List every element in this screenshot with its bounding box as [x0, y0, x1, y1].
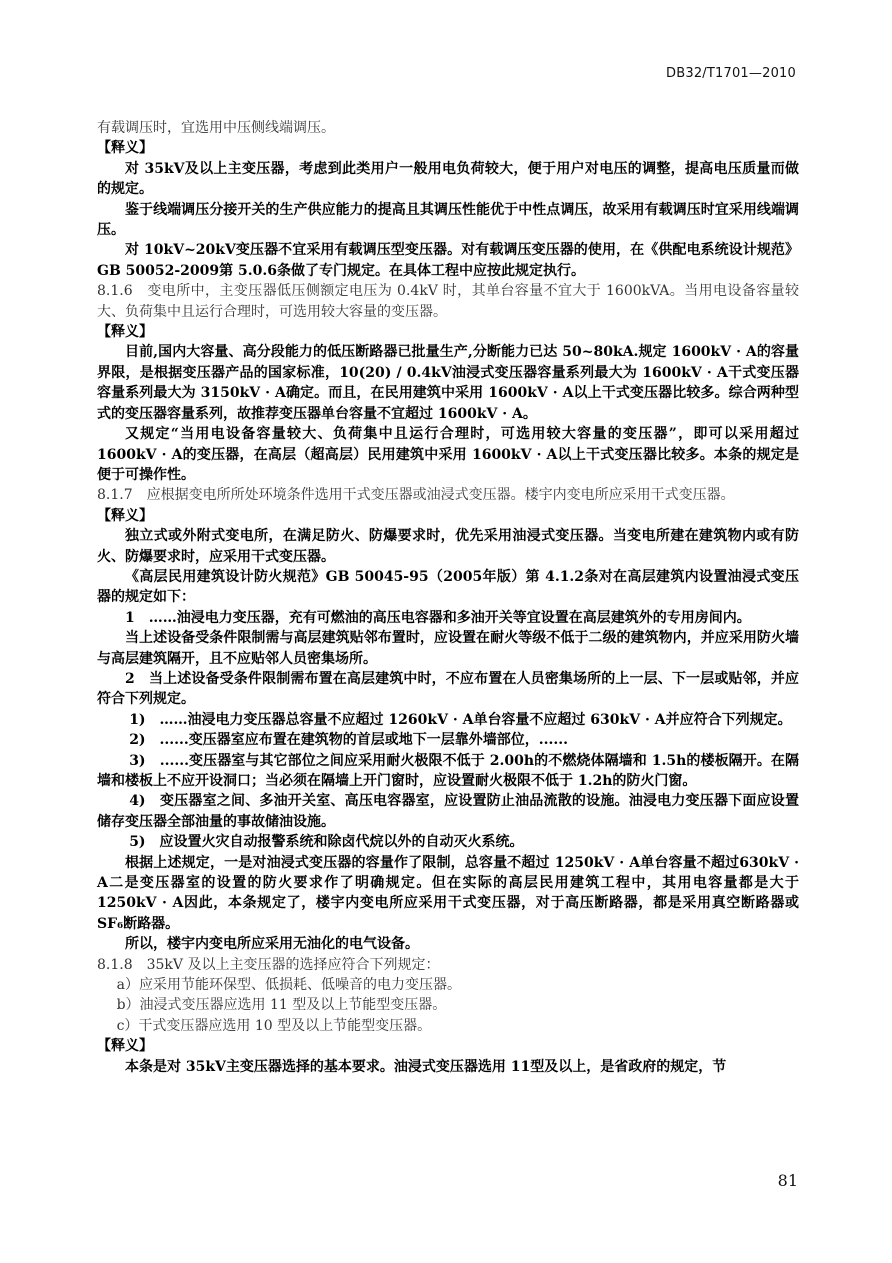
- paragraph: 1 ……油浸电力变压器，充有可燃油的高压电容器和多油开关等宜设置在高层建筑外的专用房间内。: [125, 609, 751, 626]
- page-number: 81: [777, 1171, 798, 1190]
- paragraph: 《高层民用建筑设计防火规范》GB 50045-95（2005年版）第 4.1.2条对在高层建筑内设置油浸式变压器的规定如下：: [97, 568, 799, 606]
- paragraph: b）油浸式变压器应选用 11 型及以上节能型变压器。: [116, 997, 447, 1014]
- paragraph: 2 当上述设备受条件限制需布置在高层建筑中时，不应布置在人员密集场所的上一层、下一层或贴邻，并应符合下列规定。: [97, 670, 799, 708]
- paragraph: 8.1.6 变电所中，主变压器低压侧额定电压为 0.4kV 时，其单台容量不宜大于 1600kVA。当用电设备容量较大、负荷集中且运行合理时，可选用较大容量的变压器。: [97, 283, 799, 320]
- paragraph: 本条是对 35kV主变压器选择的基本要求。油浸式变压器选用 11型及以上，是省政府的规定，节: [125, 1058, 727, 1075]
- paragraph: 对 10kV~20kV变压器不宜采用有载调压型变压器。对有载调压变压器的使用，在《供配电系统设计规范》GB 50052-2009第 5.0.6条做了专门规定。在具体工程中应按此规定执行。: [97, 242, 799, 279]
- standard-code-header: DB32/T1701—2010: [666, 66, 796, 81]
- document-body: [97, 118, 799, 1077]
- paragraph: 有载调压时，宜选用中压侧线端调压。: [97, 120, 335, 136]
- paragraph: 1) ……油浸电力变压器总容量不应超过 1260kV · A单台容量不应超过 630kV · A并应符合下列规定。: [129, 711, 792, 728]
- paragraph: 2) ......变压器室应布置在建筑物的首层或地下一层靠外墙部位，......: [129, 732, 569, 749]
- paragraph: 【释义】: [97, 324, 153, 341]
- paragraph: 4) 变压器室之间、多油开关室、高压电容器室，应设置防止油品流散的设施。油浸电力变压器下面应设置储存变压器全部油量的事故储油设施。: [97, 793, 799, 830]
- paragraph: 当上述设备受条件限制需与高层建筑贴邻布置时，应设置在耐火等级不低于二级的建筑物内，并应采用防火墙与高层建筑隔开，且不应贴邻人员密集场所。: [97, 630, 799, 667]
- paragraph: 8.1.8 35kV 及以上主变压器的选择应符合下列规定：: [97, 956, 440, 973]
- paragraph: 目前,国内大容量、高分段能力的低压断路器已批量生产,分断能力已达 50~80kA.规定 1600kV · A的容量界限，是根据变压器产品的国家标准，10(20) / 0.4kV油浸式变压器容量系列最大为 1600kV · A干式变压器容量系列最大为 3150kV · A确定。而且，在民用建筑中采用 1600kV · A以上干式变压器比较多。综合两种型式的变压器容量系列，故推荐变压器单台容量不宜超过 1600kV · A。: [97, 344, 799, 422]
- paragraph: 又规定“当用电设备容量较大、负荷集中且运行合理时，可选用较大容量的变压器”，即可以采用超过 1600kV · A的变压器，在高层（超高层）民用建筑中采用 1600kV · A以上干式变压器比较多。本条的规定是便于可操作性。: [97, 426, 799, 483]
- paragraph: 3) ......变压器室与其它部位之间应采用耐火极限不低于 2.00h的不燃烧体隔墙和 1.5h的楼板隔开。在隔墙和楼板上不应开设洞口；当必须在隔墙上开门窗时，应设置耐火极限不低于 1.2h的防火门窗。: [97, 752, 799, 789]
- paragraph: 鉴于线端调压分接开关的生产供应能力的提高且其调压性能优于中性点调压，故采用有载调压时宜采用线端调压。: [97, 201, 799, 239]
- paragraph: 5) 应设置火灾自动报警系统和除卤代烷以外的自动灭火系统。: [129, 834, 524, 851]
- paragraph: a）应采用节能环保型、低损耗、低噪音的电力变压器。: [116, 977, 461, 994]
- paragraph: 对 35kV及以上主变压器，考虑到此类用户一般用电负荷较大，便于用户对电压的调整，提高电压质量而做的规定。: [97, 160, 799, 198]
- paragraph: 根据上述规定，一是对油浸式变压器的容量作了限制，总容量不超过 1250kV · A单台容量不超过630kV · A二是变压器室的设置的防火要求作了明确规定。但在实际的高层民用建筑工程中，其用电容量都是大于 1250kV · A因此，本条规定了，楼宇内变电所应采用干式变压器，对于高压断路器，都是采用真空断路器或 SF₆断路器。: [97, 854, 799, 932]
- paragraph: c）干式变压器应选用 10 型及以上节能型变压器。: [116, 1017, 432, 1034]
- paragraph: 【释义】: [97, 140, 153, 157]
- paragraph: 所以，楼宇内变电所应采用无油化的电气设备。: [125, 936, 419, 953]
- paragraph: 【释义】: [97, 1038, 153, 1055]
- paragraph: 【释义】: [97, 507, 153, 524]
- paragraph: 独立式或外附式变电所，在满足防火、防爆要求时，优先采用油浸式变压器。当变电所建在建筑物内或有防火、防爆要求时，应采用干式变压器。: [97, 528, 799, 565]
- paragraph: 8.1.7 应根据变电所所处环境条件选用干式变压器或油浸式变压器。楼宇内变电所应采用干式变压器。: [97, 487, 735, 504]
